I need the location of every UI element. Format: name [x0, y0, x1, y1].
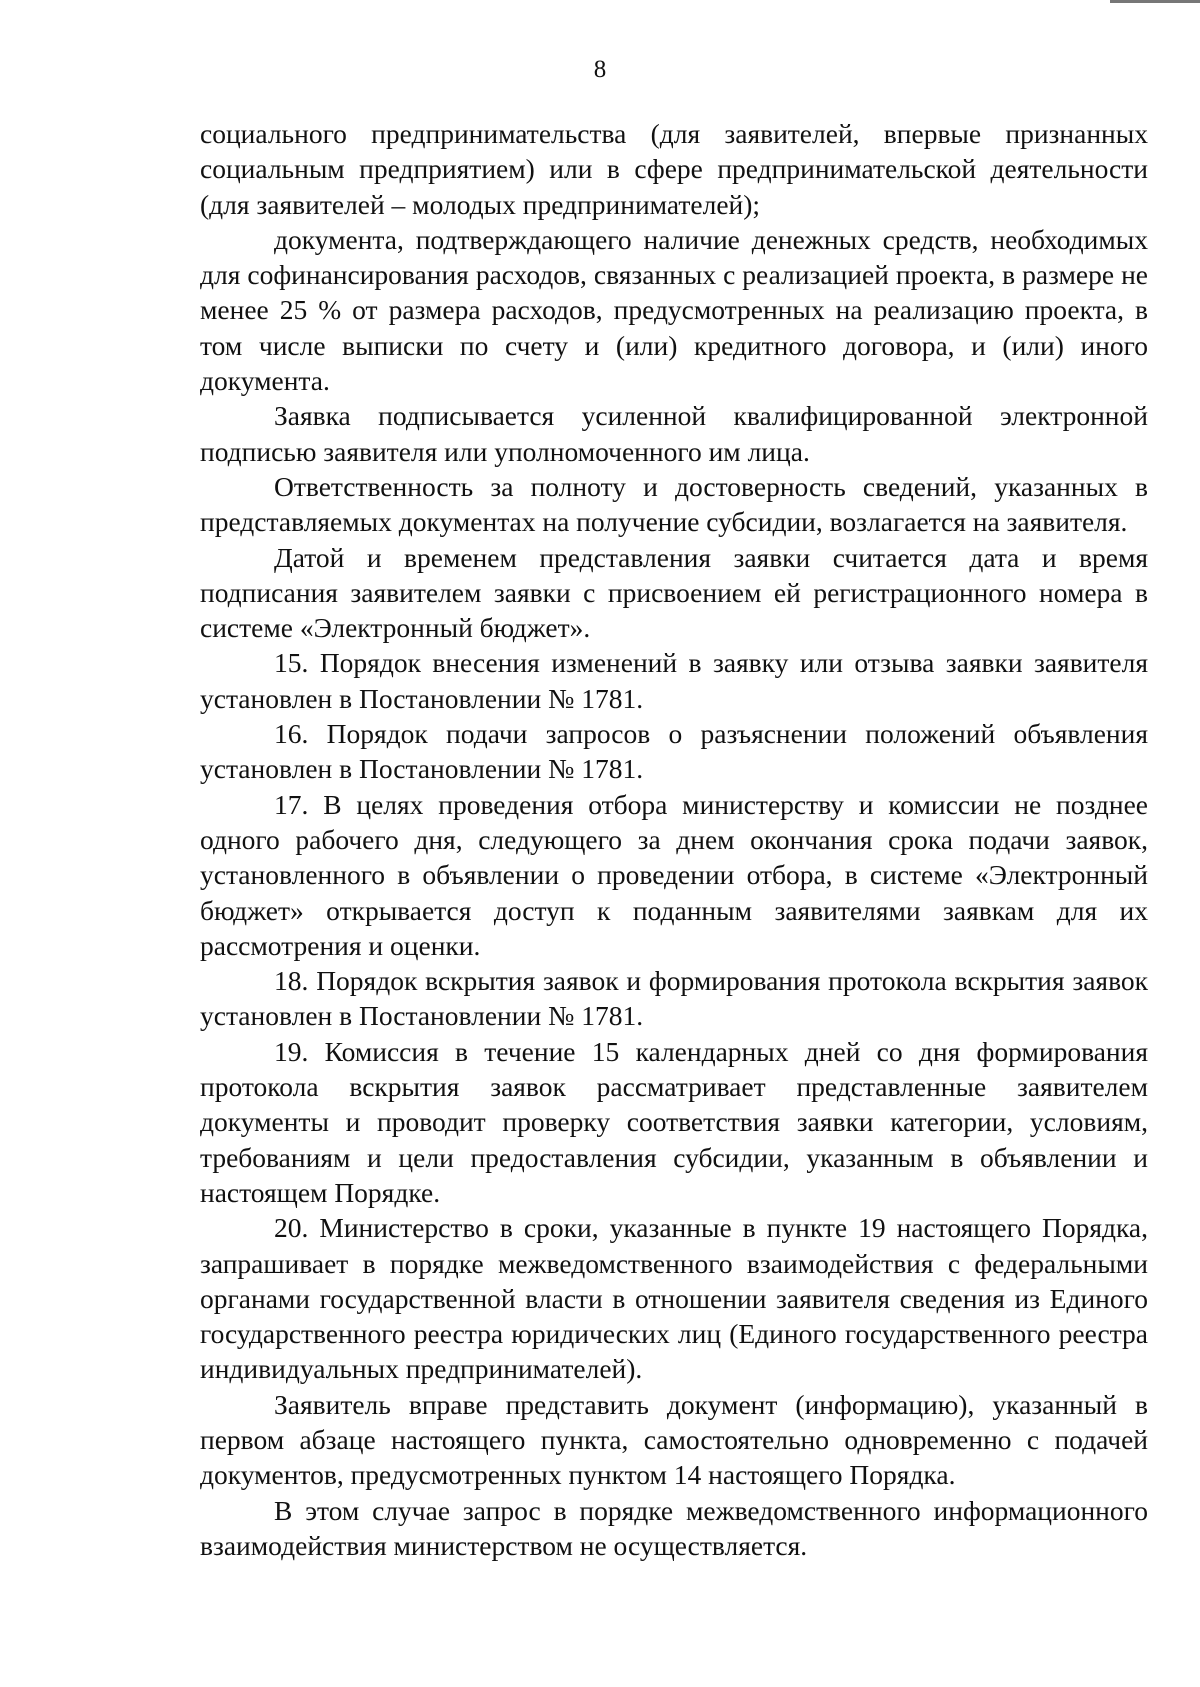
paragraph-item-18: 18. Порядок вскрытия заявок и формирования протокола вскрытия заявок установлен в Постановлении № 1781. — [200, 965, 1148, 1032]
paragraph-continuation: социального предпринимательства (для заявителей, впервые признанных социальным предприятием) или в сфере предпринимательской деятельности (для заявителей – молодых предпринимателей); — [200, 118, 1148, 220]
paragraph-item-15: 15. Порядок внесения изменений в заявку или отзыва заявки заявителя установлен в Постановлении № 1781. — [200, 647, 1148, 714]
paragraph-item-20: 20. Министерство в сроки, указанные в пункте 19 настоящего Порядка, запрашивает в порядке межведомственного взаимодействия с федеральными органами государственной власти в отношении заявителя сведения из Единого государственного реестра юридических лиц (Единого государственного реестра индивидуальных предпринимателей). — [200, 1212, 1148, 1385]
paragraph-item-17: 17. В целях проведения отбора министерству и комиссии не позднее одного рабочего дня, следующего за днем окончания срока подачи заявок, установленного в объявлении о проведении отбора, в системе «Электронный бюджет» открывается доступ к поданным заявителями заявкам для их рассмотрения и оценки. — [200, 788, 1148, 961]
paragraph-cofinancing-document: документа, подтверждающего наличие денежных средств, необходимых для софинансирования расходов, связанных с реализацией проекта, в размере не менее 25 % от размера расходов, предусмотренных на реализацию проекта, в том числе выписки по счету и (или) кредитного договора, и (или) иного документа. — [200, 223, 1148, 397]
paragraph-item-16: 16. Порядок подачи запросов о разъяснении положений объявления установлен в Постановлении № 1781. — [200, 718, 1148, 785]
paragraph-item-19: 19. Комиссия в течение 15 календарных дней со дня формирования протокола вскрытия заявок рассматривает представленные заявителем документы и проводит проверку соответствия заявки категории, условиям, требованиям и цели предоставления субсидии, указанным в объявлении и настоящем Порядке. — [200, 1035, 1148, 1208]
paragraph-responsibility: Ответственность за полноту и достоверность сведений, указанных в представляемых документах на получение субсидии, возлагается на заявителя. — [200, 470, 1148, 538]
paragraph-submission-date: Датой и временем представления заявки считается дата и время подписания заявителем заявки с присвоением ей регистрационного номера в системе «Электронный бюджет». — [200, 541, 1148, 644]
document-body — [200, 116, 1148, 1563]
scan-edge-mark — [1110, 0, 1200, 3]
paragraph-applicant-right: Заявитель вправе представить документ (информацию), указанный в первом абзаце настоящего пункта, самостоятельно одновременно с подачей документов, предусмотренных пунктом 14 настоящего Порядка. — [200, 1388, 1148, 1491]
paragraph-application-signature: Заявка подписывается усиленной квалифицированной электронной подписью заявителя или уполномоченного им лица. — [200, 400, 1148, 467]
paragraph-no-request: В этом случае запрос в порядке межведомственного информационного взаимодействия министерством не осуществляется. — [200, 1494, 1148, 1561]
page-number: 8 — [593, 56, 607, 83]
